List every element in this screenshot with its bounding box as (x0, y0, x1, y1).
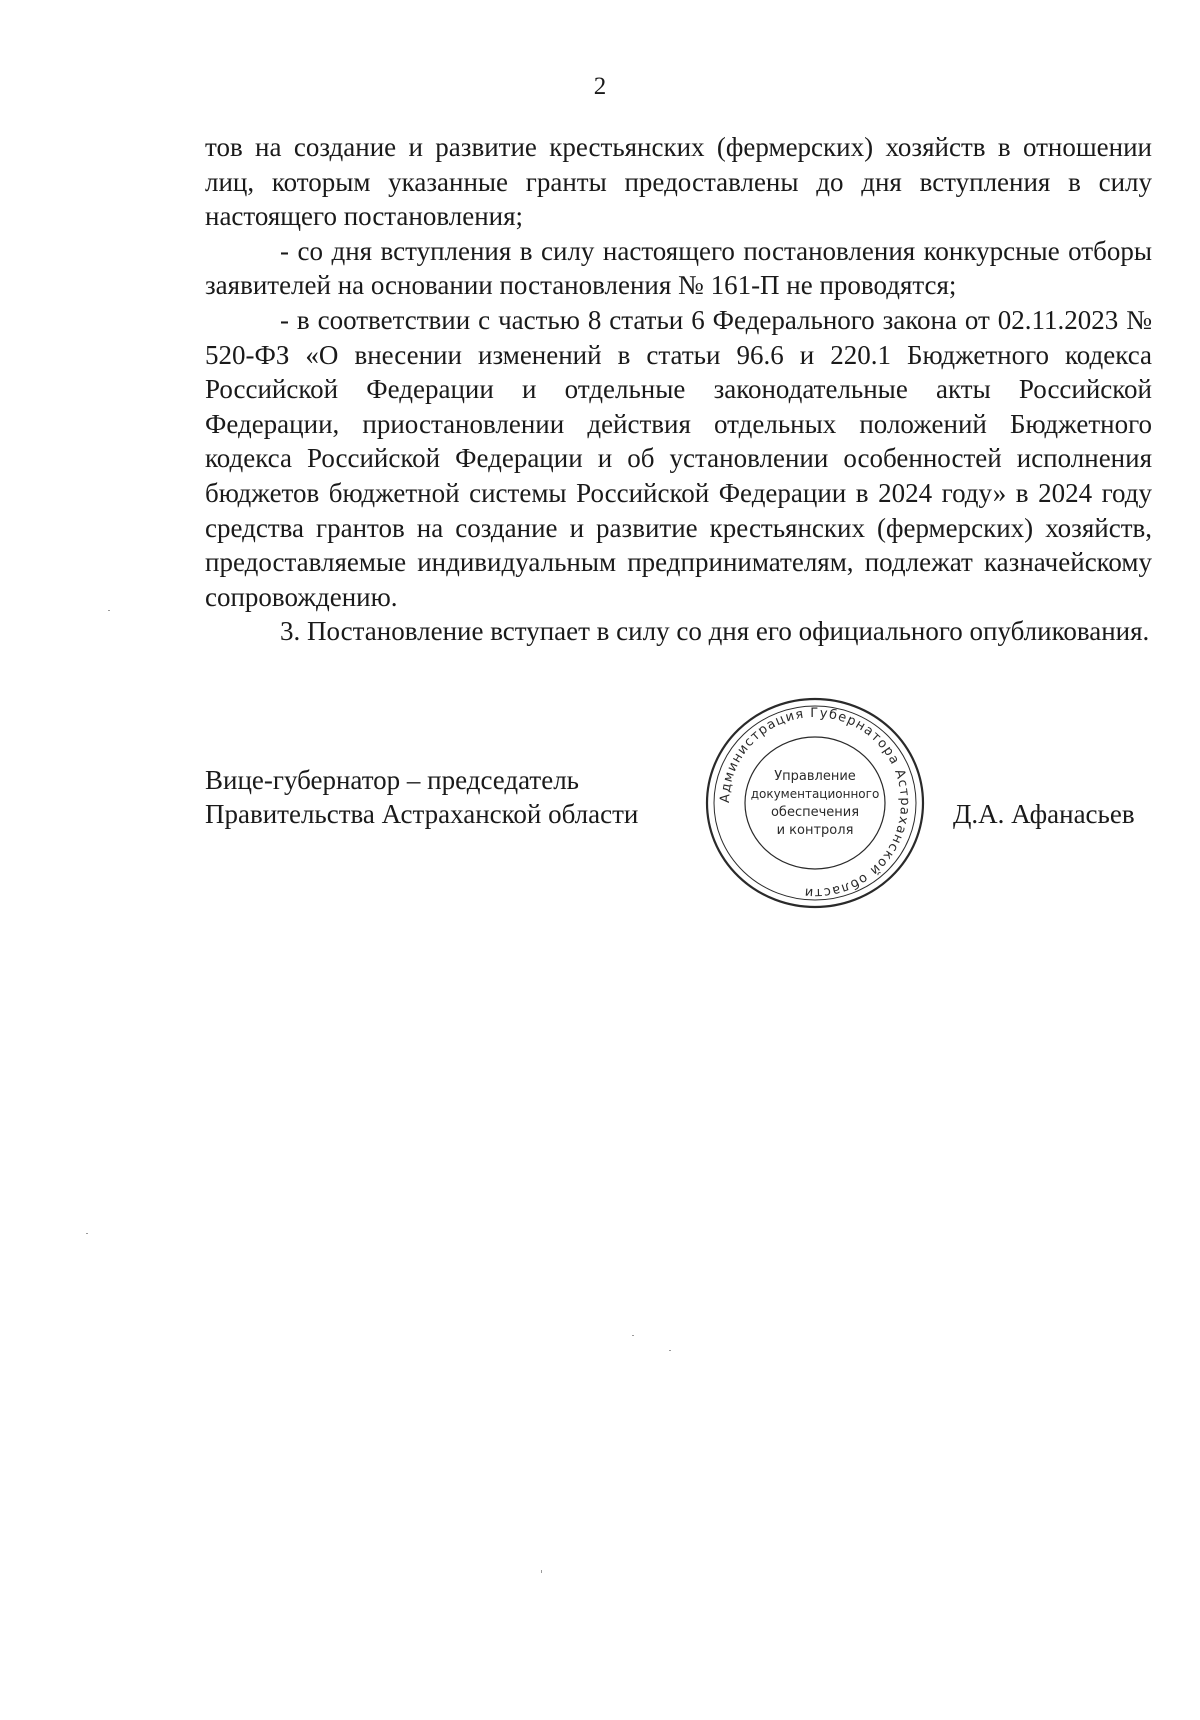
stamp-inner-line-3: обеспечения (770, 805, 860, 820)
paragraph-competitive-selection: - со дня вступления в силу настоящего постановления конкурсные отборы заявителей на основании постановления № 161-П не проводятся; (205, 235, 1152, 301)
svg-text:Администрация Губернатора Астр (718, 706, 912, 900)
signatory-name: Д.А. Афанасьев (953, 799, 1135, 829)
official-stamp-graphic (700, 688, 930, 918)
stamp-inner-line-1: Управление (774, 769, 856, 784)
paragraph-treasury-support: - в соответствии с частью 8 статьи 6 Федерального закона от 02.11.2023 № 520-ФЗ «О внесении изменений в статьи 96.6 и 220.1 Бюджетного кодекса Российской Федерации и отдельные законодательные акты Российской Федерации, приостановлении действия отдельных положений Бюджетного кодекса Российской Федерации и об установлении особенностей исполнения бюджетов бюджетной системы Российской Федерации в 2024 году» в 2024 году средства грантов на создание и развитие крестьянских (фермерских) хозяйств, предоставляемые индивидуальным предпринимателям, подлежат казначейскому сопровождению. (205, 304, 1152, 612)
document-body (205, 130, 1152, 649)
scan-speck (669, 1350, 671, 1351)
scan-speck (632, 1335, 634, 1336)
signatory-title-line-2: Правительства Астраханской области (205, 799, 639, 829)
signatory-title-line-1: Вице-губернатор – председатель (205, 765, 579, 795)
official-stamp (700, 688, 930, 918)
paragraph-entry-into-force: 3. Постановление вступает в силу со дня его официального опубликования. (280, 616, 1150, 647)
scan-speck (86, 1233, 88, 1234)
page-number: 2 (593, 73, 607, 100)
scan-speck (108, 610, 110, 611)
stamp-inner-line-2: документационного (750, 787, 880, 801)
scan-speck (541, 1570, 542, 1573)
paragraph-grants-continuation: тов на создание и развитие крестьянских (фермерских) хозяйств в отношении лиц, которым указанные гранты предоставлены до дня вступления в силу настоящего постановления; (205, 132, 1152, 232)
stamp-inner-line-4: и контроля (776, 823, 854, 838)
signatory-title (205, 763, 638, 831)
stamp-outer-text: Администрация Губернатора Астраханской области (717, 705, 913, 901)
